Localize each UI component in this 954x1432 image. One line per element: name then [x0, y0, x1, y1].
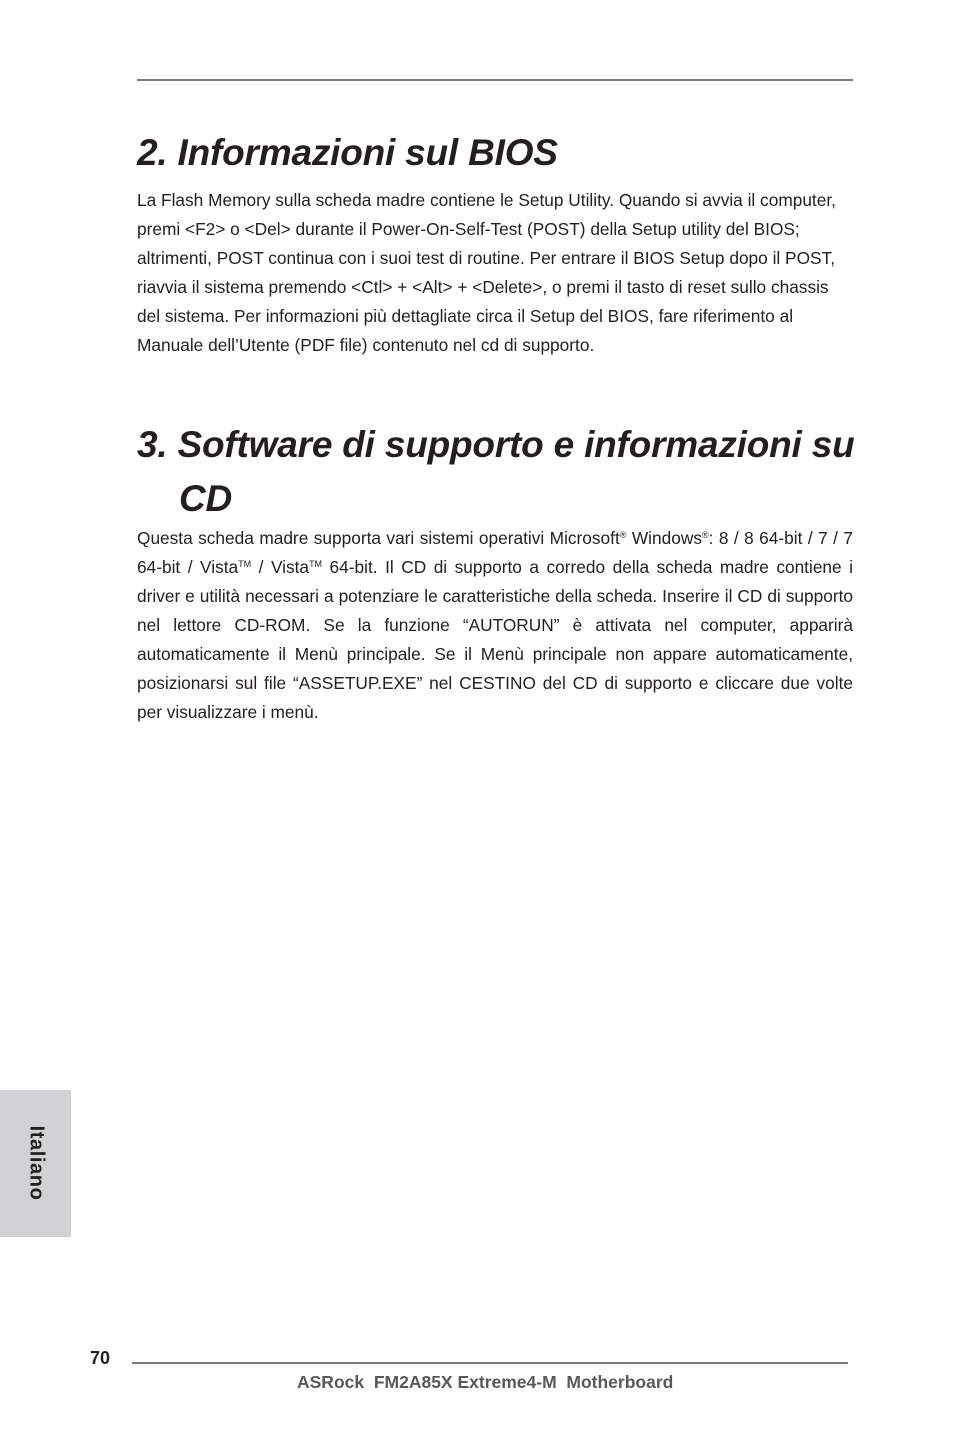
trademark-mark: TM — [238, 559, 252, 569]
body-text: 64-bit. Il CD di supporto a corredo della scheda madre contiene i driver e utilità necessari a potenziare le caratteristiche della scheda. Inserire il CD di supporto nel lettore CD-ROM. Se la funzione “AUTORUN” è attivata nel computer, apparirà automaticamente il Menù principale. Se il Menù principale non appare automaticamente, posizionarsi sul file “ASSETUP.EXE” nel CESTINO del CD di supporto e cliccare due volte per visualizzare i menù. — [137, 557, 853, 722]
language-tab-label: Italiano — [25, 1125, 48, 1201]
page-number: 70 — [90, 1348, 111, 1368]
section-title-software — [137, 418, 857, 526]
section-body-software — [137, 524, 853, 727]
trademark-mark: TM — [309, 559, 323, 569]
section-title-bios: 2. Informazioni sul BIOS — [137, 132, 558, 173]
footer-product-title: ASRock FM2A85X Extreme4-M Motherboard — [297, 1372, 674, 1392]
top-divider — [137, 79, 853, 81]
registered-mark: ® — [619, 530, 627, 540]
language-side-tab — [0, 1090, 71, 1237]
section-title-software-line2: CD — [179, 478, 233, 519]
body-text: Questa scheda madre supporta vari sistemi operativi Microsoft — [137, 528, 620, 548]
registered-mark: ® — [701, 530, 709, 540]
section-title-software-line1: 3. Software di supporto e informazioni su — [137, 424, 855, 465]
body-text: : 8 / 8 64-bit / 7 / 7 64-bit / Vista — [137, 528, 853, 577]
body-text: Windows — [626, 528, 702, 548]
section-body-bios: La Flash Memory sulla scheda madre contiene le Setup Utility. Quando si avvia il computer, premi <F2> o <Del> durante il Power-On-Self-Test (POST) della Setup utility del BIOS; altrimenti, POST continua con i suoi test di routine. Per entrare il BIOS Setup dopo il POST, riavvia il sistema premendo <Ctl> + <Alt> + <Delete>, o premi il tasto di reset sullo chassis del sistema. Per informazioni più dettagliate circa il Setup del BIOS, fare riferimento al Manuale dell’Utente (PDF file) contenuto nel cd di supporto. — [137, 190, 836, 355]
bottom-divider — [132, 1362, 848, 1364]
body-text: / Vista — [251, 557, 310, 577]
